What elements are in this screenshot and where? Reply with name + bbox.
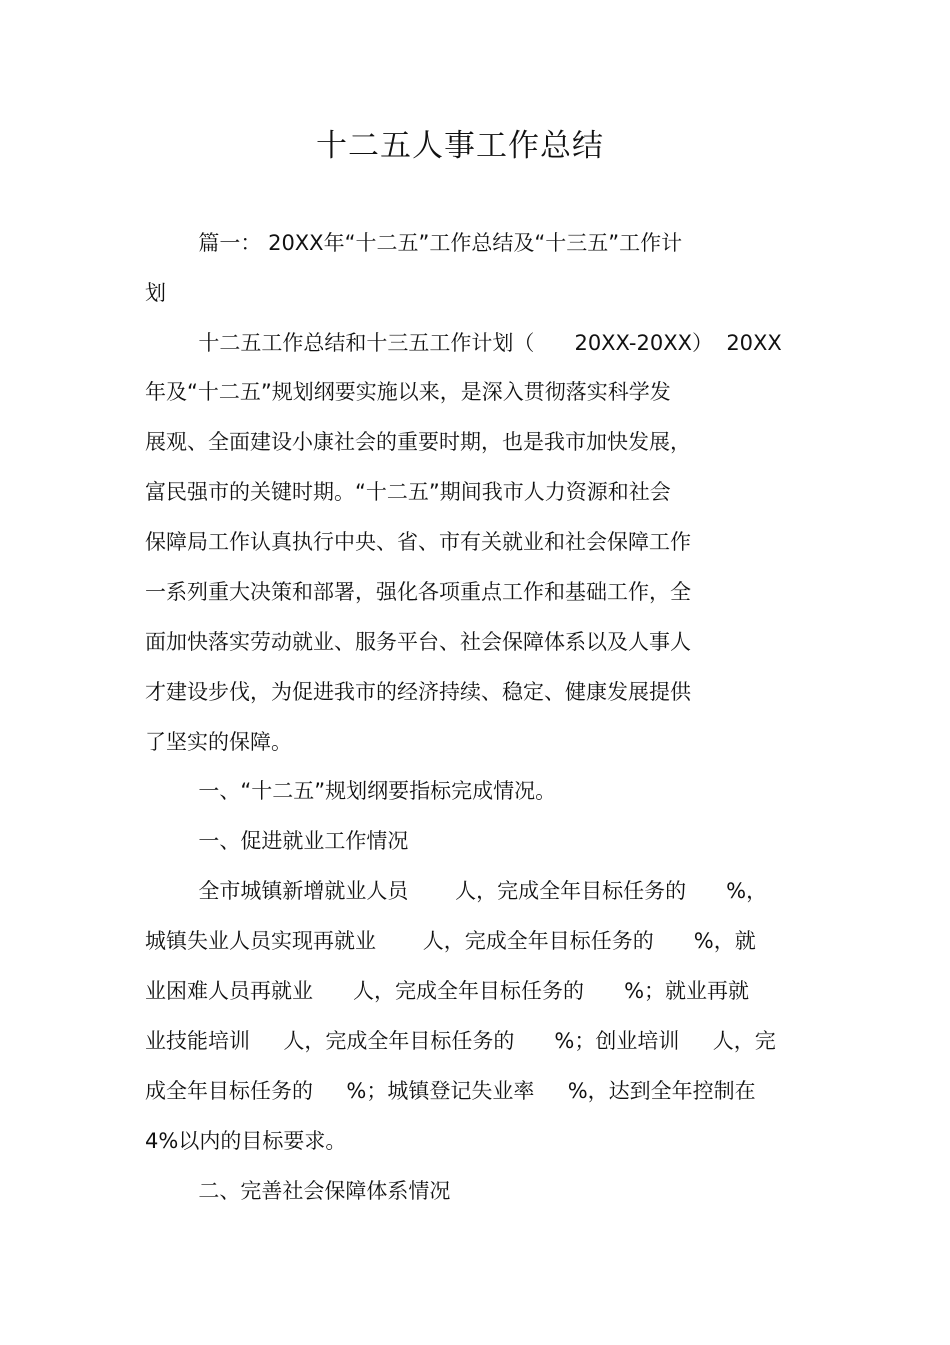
paragraph-line: 划 bbox=[145, 281, 166, 305]
section-heading: 一、促进就业工作情况 bbox=[145, 829, 409, 853]
document-title: 十二五人事工作总结 bbox=[316, 128, 604, 164]
paragraph-line: 全市城镇新增就业人员 人，完成全年目标任务的 %， bbox=[145, 879, 768, 903]
paragraph-line: 一系列重大决策和部署，强化各项重点工作和基础工作，全 bbox=[145, 580, 691, 604]
paragraph-line: 了坚实的保障。 bbox=[145, 730, 292, 754]
section-heading: 二、完善社会保障体系情况 bbox=[145, 1179, 451, 1203]
paragraph-line: 十二五工作总结和十三五工作计划（ 20XX-20XX） 20XX bbox=[145, 331, 782, 355]
paragraph-line: 保障局工作认真执行中央、省、市有关就业和社会保障工作 bbox=[145, 530, 691, 554]
paragraph-line: 城镇失业人员实现再就业 人，完成全年目标任务的 %，就 bbox=[145, 929, 756, 953]
paragraph-line: 富民强市的关键时期。“十二五”期间我市人力资源和社会 bbox=[145, 480, 671, 504]
paragraph-line: 才建设步伐，为促进我市的经济持续、稳定、健康发展提供 bbox=[145, 680, 691, 704]
paragraph-line: 成全年目标任务的 %；城镇登记失业率 %，达到全年控制在 bbox=[145, 1079, 756, 1103]
paragraph-line: 展观、全面建设小康社会的重要时期，也是我市加快发展， bbox=[145, 430, 691, 454]
paragraph-line: 面加快落实劳动就业、服务平台、社会保障体系以及人事人 bbox=[145, 630, 691, 654]
paragraph-line: 业技能培训 人，完成全年目标任务的 %；创业培训 人，完 bbox=[145, 1029, 776, 1053]
paragraph-line: 业困难人员再就业 人，完成全年目标任务的 %；就业再就 bbox=[145, 979, 750, 1003]
paragraph-line: 年及“十二五”规划纲要实施以来，是深入贯彻落实科学发 bbox=[145, 380, 671, 404]
paragraph-line: 篇一： 20XX年“十二五”工作总结及“十三五”工作计 bbox=[145, 231, 683, 255]
paragraph-line: 4%以内的目标要求。 bbox=[145, 1129, 347, 1153]
section-heading: 一、“十二五”规划纲要指标完成情况。 bbox=[145, 779, 557, 803]
